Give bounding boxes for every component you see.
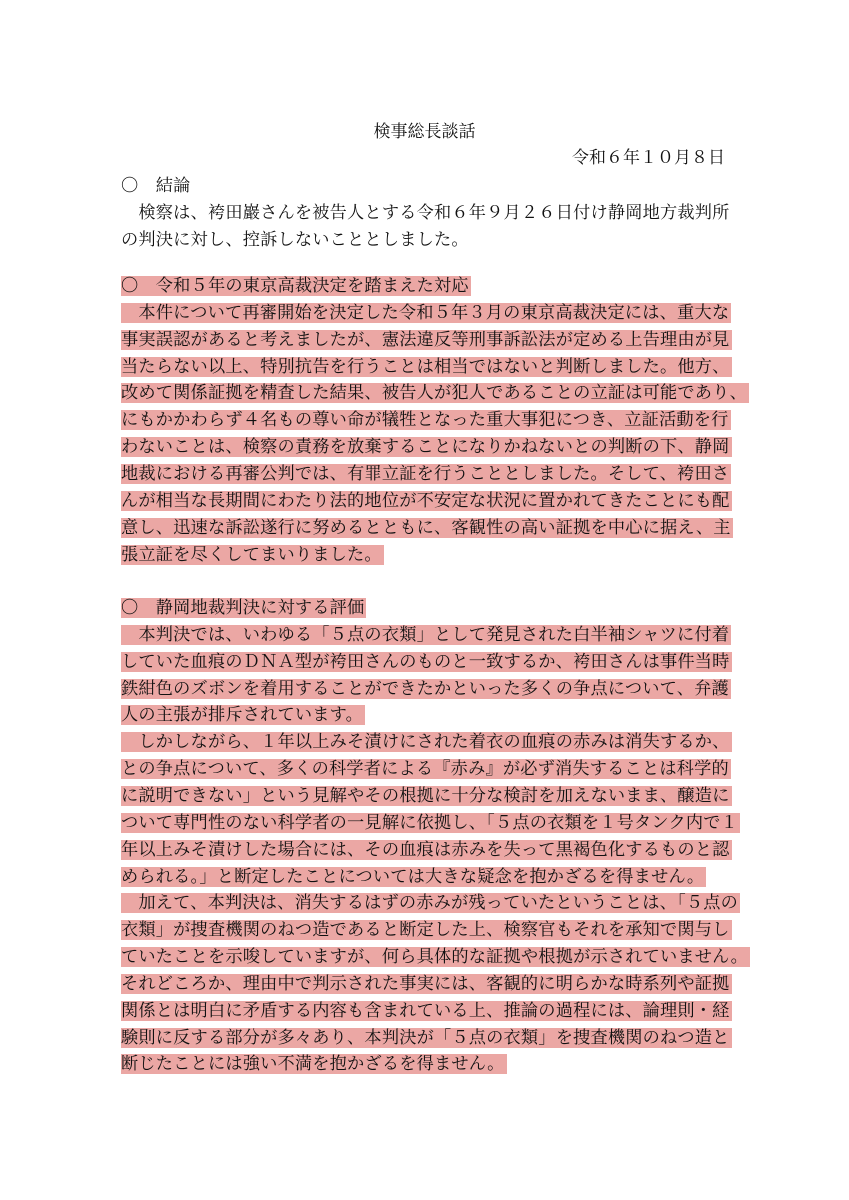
paragraph-line xyxy=(121,649,732,675)
line-text: それどころか、理由中で判示された事実には、客観的に明らかな時系列や証拠 xyxy=(121,973,730,994)
paragraph-line xyxy=(121,1051,507,1077)
line-text: の判決に対し、控訴しないこととしました。 xyxy=(121,229,469,250)
paragraph-line xyxy=(121,515,733,541)
section-heading xyxy=(121,273,471,299)
line-text: 〇 静岡地裁判決に対する評価 xyxy=(121,598,365,618)
paragraph-line xyxy=(121,1025,732,1051)
paragraph-line xyxy=(121,622,731,648)
line-text: 本件について再審開始を決定した令和５年３月の東京高裁決定には、重大な xyxy=(121,302,730,323)
paragraph-line xyxy=(121,971,732,997)
line-text: 改めて関係証拠を精査した結果、被告人が犯人であることの立証は可能であり、 xyxy=(121,383,747,404)
paragraph-line xyxy=(121,998,732,1024)
line-text: 鉄紺色のズボンを着用することができたかといった多くの争点について、弁護 xyxy=(121,678,729,699)
paragraph-line xyxy=(121,864,706,890)
line-text: しかしながら、１年以上みそ漬けにされた着衣の血痕の赤みは消失するか、 xyxy=(121,732,730,753)
paragraph-line xyxy=(121,676,731,702)
paragraph-line xyxy=(121,227,469,253)
paragraph-line xyxy=(121,354,732,380)
paragraph-line xyxy=(121,783,732,809)
paragraph-line xyxy=(121,407,731,433)
line-text: 衣類」が捜査機関のねつ造であると断定した上、検察官もそれを承知で関与し xyxy=(121,920,730,941)
paragraph-line xyxy=(121,461,731,487)
paragraph-line xyxy=(121,542,384,568)
line-text: 人の主張が排斥されています。 xyxy=(121,705,364,726)
line-text: に説明できない」という見解やその根拠に十分な検討を加えないまま、醸造に xyxy=(121,785,730,806)
line-text: わないことは、検察の責務を放棄することになりかねないとの判断の下、静岡 xyxy=(121,437,730,458)
line-text: 断じたことには強い不満を抱かざるを得ません。 xyxy=(121,1054,505,1075)
section-heading xyxy=(121,595,366,621)
line-text: 年以上みそ漬けした場合には、その血痕は赤みを失って黒褐色化するものと認 xyxy=(121,839,730,860)
line-text: 事実誤認があると考えましたが、憲法違反等刑事訴訟法が定める上告理由が見 xyxy=(121,329,730,350)
line-text: 意し、迅速な訴訟遂行に努めるとともに、客観性の高い証拠を中心に据え、主 xyxy=(121,517,731,538)
line-text: ついて専門性のない科学者の一見解に依拠し、「５点の衣類を１号タンク内で１ xyxy=(121,812,739,833)
document-date: 令和６年１０月８日 xyxy=(572,148,725,168)
line-text: との争点について、多くの科学者による『赤み』が必ず消失することは科学的 xyxy=(121,759,729,780)
line-text: にもかかわらず４名もの尊い命が犠牲となった重大事犯につき、立証活動を行 xyxy=(121,410,729,431)
line-text: 検察は、袴田巖さんを被告人とする令和６年９月２６日付け静岡地方裁判所 xyxy=(121,202,730,223)
paragraph-line xyxy=(121,917,732,943)
line-text: 〇 令和５年の東京高裁決定を踏まえた対応 xyxy=(121,276,469,296)
line-text: 地裁における再審公判では、有罪立証を行うこととしました。そして、袴田さ xyxy=(121,463,730,484)
line-text: していた血痕のＤＮＡ型が袴田さんのものと一致するか、袴田さんは事件当時 xyxy=(121,651,730,672)
paragraph-line xyxy=(121,200,730,226)
line-text: 〇 結論 xyxy=(121,176,191,196)
line-text: められる。」と断定したことについては大きな疑念を抱かざるを得ません。 xyxy=(121,866,705,887)
section-heading xyxy=(121,173,191,199)
line-text: 当たらない以上、特別抗告を行うことは相当ではないと判断しました。他方、 xyxy=(121,356,730,377)
line-text: 験則に反する部分が多々あり、本判決が「５点の衣類」を捜査機関のねつ造と xyxy=(121,1027,730,1048)
paragraph-line xyxy=(121,944,750,970)
paragraph-line xyxy=(121,327,732,353)
line-text: 関係とは明白に矛盾する内容も含まれている上、推論の過程には、論理則・経 xyxy=(121,1000,730,1021)
line-text: 張立証を尽くしてまいりました。 xyxy=(121,544,382,565)
paragraph-line xyxy=(121,810,740,836)
paragraph-line xyxy=(121,837,732,863)
document-title: 検事総長談話 xyxy=(373,122,476,142)
paragraph-line xyxy=(121,488,732,514)
paragraph-line xyxy=(121,380,749,406)
paragraph-line xyxy=(121,434,732,460)
line-text: ていたことを示唆していますが、何ら具体的な証拠や根拠が示されていません。 xyxy=(121,947,748,968)
paragraph-line xyxy=(121,300,731,326)
paragraph-line xyxy=(121,729,732,755)
line-text: んが相当な長期間にわたり法的地位が不安定な状況に置かれてきたことにも配 xyxy=(121,490,730,511)
line-text: 加えて、本判決は、消失するはずの赤みが残っていたということは、「５点の xyxy=(121,893,739,914)
paragraph-line xyxy=(121,756,731,782)
paragraph-line xyxy=(121,890,740,916)
paragraph-line xyxy=(121,702,365,728)
line-text: 本判決では、いわゆる「５点の衣類」として発見された白半袖シャツに付着 xyxy=(121,624,730,645)
